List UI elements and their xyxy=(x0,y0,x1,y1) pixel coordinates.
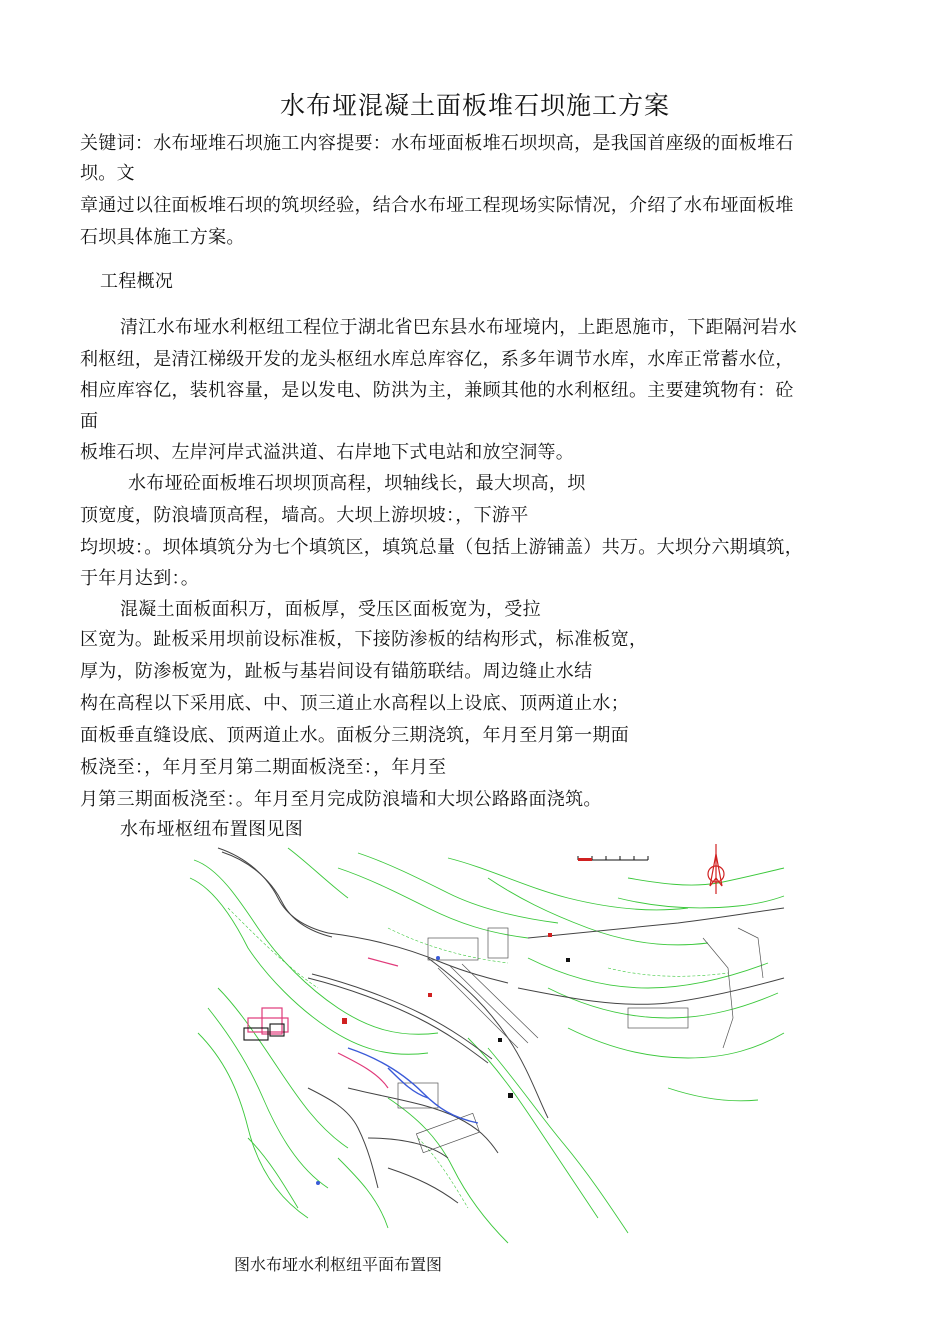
paragraph-line: 于年月达到：。 xyxy=(80,568,200,589)
keyword-line-2: 坝。文 xyxy=(80,163,135,184)
abstract-line-1: 章通过以往面板堆石坝的筑坝经验，结合水布垭工程现场实际情况，介绍了水布垭面板堆 xyxy=(80,195,794,216)
section-heading: 工程概况 xyxy=(100,271,174,292)
site-layout-drawing xyxy=(188,838,786,1250)
paragraph-line: 面板垂直缝设底、顶两道止水。面板分三期浇筑，年月至月第一期面 xyxy=(80,725,629,746)
paragraph-line: 构在高程以下采用底、中、顶三道止水高程以上设底、顶两道止水； xyxy=(80,693,629,714)
paragraph-line: 均坝坡：。坝体填筑分为七个填筑区，填筑总量（包括上游铺盖）共万。大坝分六期填筑， xyxy=(80,537,803,558)
paragraph-line: 板浇至：，年月至月第二期面板浇至：，年月至 xyxy=(80,757,447,778)
document-title: 水布垭混凝土面板堆石坝施工方案 xyxy=(279,91,670,120)
paragraph-line: 混凝土面板面积万，面板厚，受压区面板宽为，受拉 xyxy=(120,599,541,620)
abstract-line-2: 石坝具体施工方案。 xyxy=(80,227,245,248)
paragraph-line: 顶宽度，防浪墙顶高程，墙高。大坝上游坝坡：，下游平 xyxy=(80,505,529,526)
figure-reference: 水布垭枢纽布置图见图 xyxy=(120,819,303,840)
keyword-line-1: 关键词：水布垭堆石坝施工内容提要：水布垭面板堆石坝坝高，是我国首座级的面板堆石 xyxy=(80,133,794,154)
paragraph-line: 月第三期面板浇至：。年月至月完成防浪墙和大坝公路路面浇筑。 xyxy=(80,789,602,810)
paragraph-line: 厚为，防渗板宽为，趾板与基岩间设有锚筋联结。周边缝止水结 xyxy=(80,661,593,682)
paragraph-line: 相应库容亿，装机容量，是以发电、防洪为主，兼顾其他的水利枢纽。主要建筑物有：砼 xyxy=(80,380,794,401)
paragraph-line: 利枢纽，是清江梯级开发的龙头枢纽水库总库容亿，系多年调节水库，水库正常蓄水位， xyxy=(80,349,794,370)
paragraph-line: 板堆石坝、左岸河岸式溢洪道、右岸地下式电站和放空洞等。 xyxy=(80,442,575,463)
paragraph-line: 清江水布垭水利枢纽工程位于湖北省巴东县水布垭境内，上距恩施市，下距隔河岩水 xyxy=(120,317,798,338)
paragraph-line: 区宽为。趾板采用坝前设标准板，下接防渗板的结构形式，标准板宽， xyxy=(80,629,648,650)
figure-caption: 图水布垭水利枢纽平面布置图 xyxy=(234,1255,443,1274)
paragraph-line: 水布垭砼面板堆石坝坝顶高程，坝轴线长，最大坝高，坝 xyxy=(128,473,586,494)
paragraph-line: 面 xyxy=(80,411,99,432)
